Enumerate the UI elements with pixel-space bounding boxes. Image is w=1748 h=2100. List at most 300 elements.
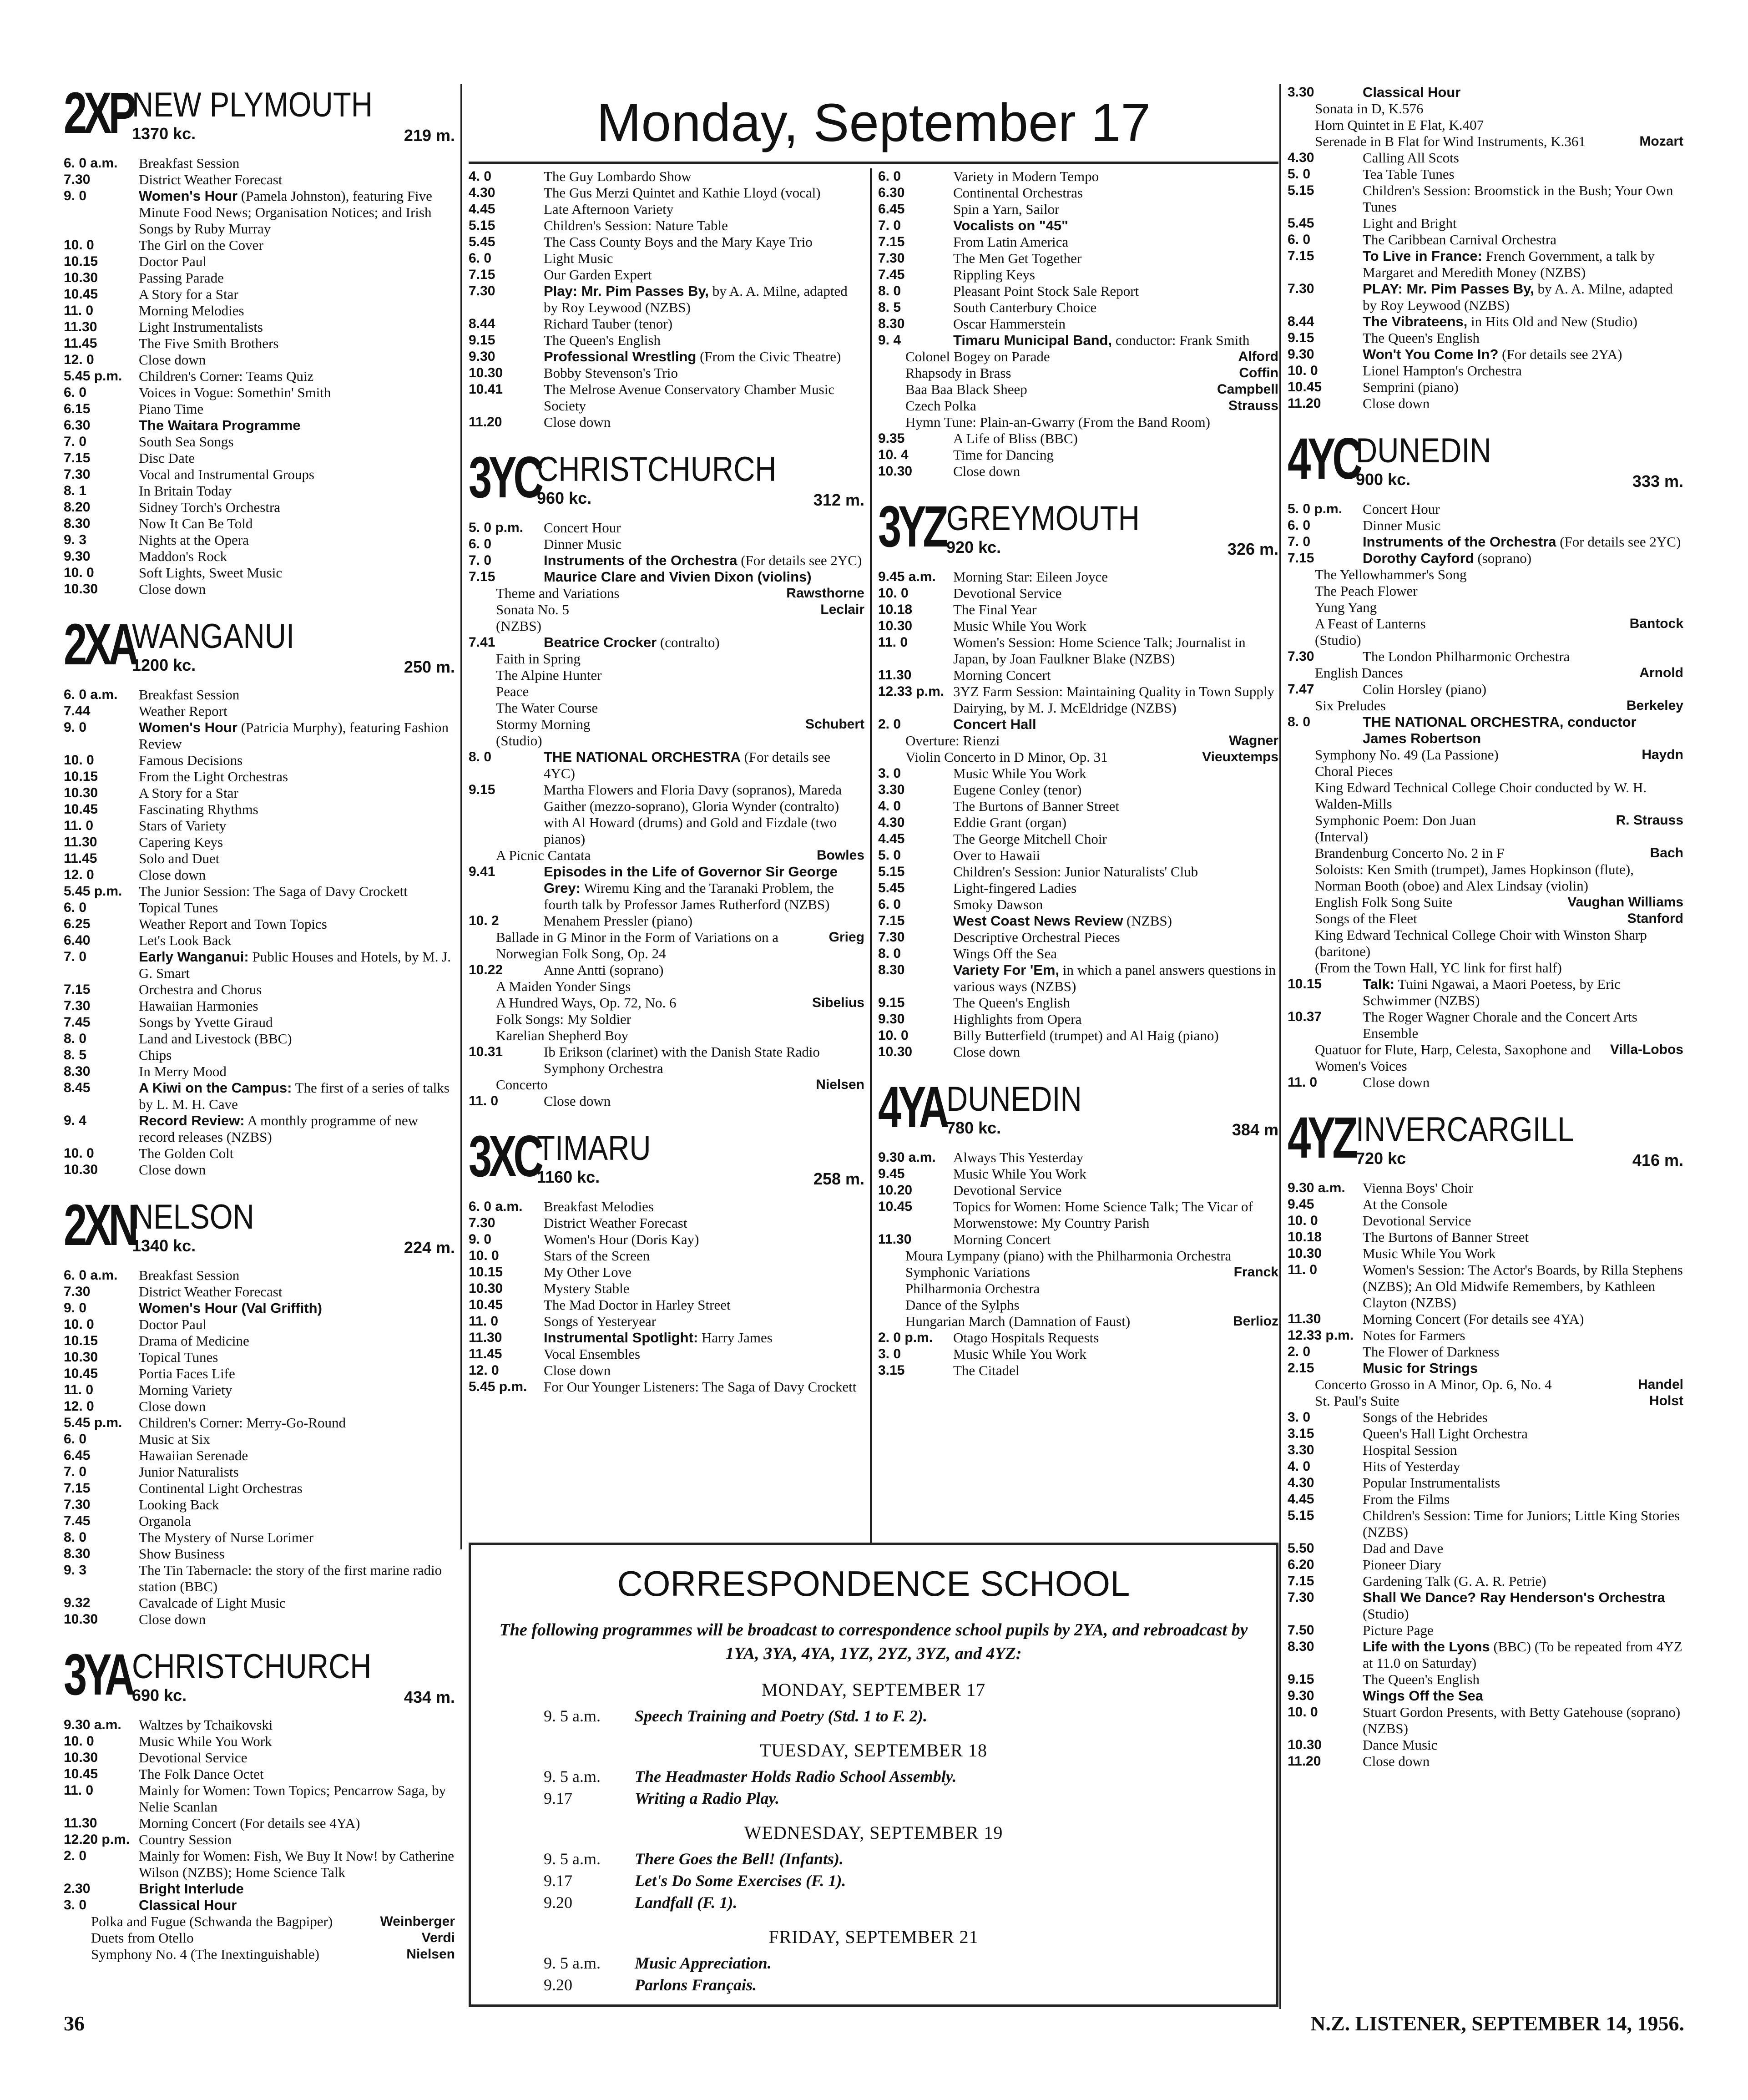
subitem-title: The Water Course (496, 700, 598, 716)
programme-time: 7.47 (1288, 682, 1314, 697)
programme-subitem (1288, 698, 1683, 714)
programme-description (139, 1080, 455, 1113)
programme-text: Continental Light Orchestras (139, 1480, 303, 1496)
programme-subitem (1288, 845, 1683, 861)
programme-row (1288, 395, 1683, 412)
programme-row (878, 1199, 1278, 1231)
programme-description (139, 352, 455, 368)
programme-subitem (1288, 583, 1683, 599)
programme-description (139, 1145, 455, 1162)
programme-time: 9.15 (878, 995, 905, 1010)
programme-row (64, 1733, 455, 1750)
programme-subitem (469, 683, 864, 700)
programme-text: Continental Orchestras (953, 185, 1083, 201)
programme-subitem (64, 1930, 455, 1946)
programme-text: Children's Corner: Merry-Go-Round (139, 1415, 346, 1431)
programme-text: Songs by Yvette Giraud (139, 1014, 273, 1030)
programme-text: Stars of the Screen (544, 1248, 650, 1264)
correspondence-time: 9. 5 a.m. (544, 1767, 601, 1786)
subitem-title: Peace (496, 683, 529, 699)
subitem-title: The Yellowhammer's Song (1315, 567, 1467, 582)
programme-description (953, 602, 1278, 618)
programme-time: 5.45 p.m. (64, 1415, 122, 1430)
programme-highlight: Won't You Come In? (1363, 346, 1499, 362)
programme-time: 5.45 (469, 234, 495, 249)
programme-row (469, 1313, 864, 1330)
column-2 (469, 168, 864, 1413)
programme-description (1363, 1344, 1683, 1360)
programme-text: Cavalcade of Light Music (139, 1595, 286, 1611)
programme-time: 9.15 (469, 782, 495, 797)
programme-time: 6. 0 a.m. (64, 156, 118, 171)
correspondence-time: 9.17 (544, 1789, 572, 1807)
programme-row (1288, 314, 1683, 330)
programme-time: 8.44 (469, 316, 495, 331)
programme-time: 10. 0 (64, 1146, 94, 1161)
programme-time: 8. 0 (64, 1031, 87, 1046)
programme-description (139, 1113, 455, 1145)
programme-highlight: THE NATIONAL ORCHESTRA, conductor James Robertson (1363, 714, 1637, 746)
programme-time: 9.30 (1288, 347, 1314, 362)
programme-description (1363, 379, 1683, 395)
programme-text: The first of a series of talks by L. M. H. Cave (139, 1080, 450, 1112)
subitem-title: Czech Polka (905, 398, 976, 414)
subitem-title: Theme and Variations (496, 585, 620, 601)
programme-text: Wings Off the Sea (953, 946, 1057, 961)
programme-time: 9.45 (878, 1166, 905, 1181)
programme-text: Topics for Women: Home Science Talk; The Vicar of Morwenstowe: My Country Parish (953, 1199, 1253, 1231)
programme-description (953, 618, 1278, 634)
programme-description (1363, 1074, 1683, 1091)
programme-text: Morning Concert (953, 667, 1051, 683)
programme-description (139, 1546, 455, 1562)
programme-description (139, 1300, 455, 1316)
programme-text: Music While You Work (139, 1733, 272, 1749)
programme-text: Pleasant Point Stock Sale Report (953, 283, 1139, 299)
programme-text: Close down (1363, 1074, 1430, 1090)
programme-description (544, 1231, 864, 1248)
programme-description (953, 1011, 1278, 1027)
programme-text: Devotional Service (953, 585, 1062, 601)
subitem-composer: Wagner (1229, 733, 1278, 748)
programme-text: South Sea Songs (139, 434, 234, 450)
programme-description (1363, 281, 1683, 314)
programme-row (878, 569, 1278, 585)
correspondence-time: 9.17 (544, 1872, 572, 1890)
programme-description (139, 900, 455, 916)
programme-subitem (1288, 632, 1683, 648)
programme-time: 7.50 (1288, 1623, 1314, 1638)
programme-subitem (1288, 812, 1683, 829)
programme-row (64, 769, 455, 785)
subitem-composer: Campbell (1217, 382, 1278, 397)
programme-subitem (1288, 747, 1683, 763)
programme-description (544, 1199, 864, 1215)
programme-description (953, 168, 1278, 185)
programme-subitem (878, 414, 1278, 430)
programme-description (953, 864, 1278, 880)
programme-description (544, 1362, 864, 1379)
programme-time: 9.41 (469, 864, 495, 879)
programme-text: Popular Instrumentalists (1363, 1475, 1500, 1491)
programme-text: From Latin America (953, 234, 1069, 250)
subitem-title: Duets from Otello (91, 1930, 194, 1946)
programme-row (469, 569, 864, 585)
programme-subitem (1288, 665, 1683, 681)
programme-description (544, 1044, 864, 1077)
station-block (64, 1193, 455, 1628)
programme-text: The Citadel (953, 1362, 1020, 1378)
programme-time: 2.15 (1288, 1361, 1314, 1376)
programme-description (1363, 1180, 1683, 1196)
programme-description (139, 466, 455, 483)
programme-text: Vocal Ensembles (544, 1346, 641, 1362)
programme-description (544, 365, 864, 381)
programme-description (544, 520, 864, 536)
programme-row (878, 201, 1278, 218)
programme-row (878, 929, 1278, 946)
programme-row (64, 434, 455, 450)
programme-subitem (469, 618, 864, 634)
programme-time: 10.31 (469, 1044, 503, 1059)
programme-text: Vienna Boys' Choir (1363, 1180, 1474, 1196)
programme-text: Otago Hospitals Requests (953, 1330, 1099, 1346)
programme-description (953, 201, 1278, 218)
programme-row (878, 815, 1278, 831)
programme-description (544, 782, 864, 847)
programme-time: 9.30 a.m. (1288, 1180, 1345, 1195)
programme-time: 9. 0 (64, 188, 87, 203)
programme-description (1363, 1622, 1683, 1639)
programme-description (953, 1330, 1278, 1346)
programme-row (64, 1611, 455, 1628)
programme-row (64, 801, 455, 818)
programme-time: 6. 0 (1288, 232, 1311, 247)
programme-text: Light-fingered Ladies (953, 880, 1077, 896)
correspondence-intro: The following programmes will be broadcast to correspondence school pupils by 2YA, and rebroadcast by 1YA, 3YA, 4YA, 1YZ, 2YZ, 3YZ, and 4YZ: (499, 1620, 1248, 1663)
station-header (1288, 426, 1683, 498)
programme-time: 6.25 (64, 916, 91, 931)
programme-time: 9.30 (469, 349, 495, 364)
programme-text: District Weather Forecast (139, 1284, 283, 1300)
column-3 (878, 168, 1278, 1397)
programme-description (544, 749, 864, 782)
programme-row (878, 798, 1278, 815)
subitem-title: Brandenburg Concerto No. 2 in F (1315, 845, 1505, 861)
programme-text: Now It Can Be Told (139, 516, 253, 531)
programme-description (1363, 346, 1683, 363)
programme-description (953, 1199, 1278, 1231)
programme-row (64, 785, 455, 801)
programme-time: 10.15 (64, 254, 98, 269)
programme-row (1288, 534, 1683, 550)
subitem-title: A Feast of Lanterns (1315, 616, 1426, 632)
programme-description (1363, 1426, 1683, 1442)
programme-text: Calling All Scots (1363, 150, 1459, 166)
programme-description (1363, 1491, 1683, 1508)
programme-text: (For details see 2YC) (1560, 534, 1681, 550)
programme-text: Let's Look Back (139, 932, 232, 948)
programme-text: Country Session (139, 1832, 232, 1847)
programme-description (139, 1881, 455, 1897)
programme-time: 10. 0 (64, 1734, 94, 1749)
programme-row (64, 1316, 455, 1333)
programme-row (64, 155, 455, 172)
programme-description (544, 332, 864, 349)
correspondence-lesson: Let's Do Some Exercises (F. 1). (635, 1872, 846, 1890)
programme-row (1288, 1639, 1683, 1671)
programme-description (1363, 395, 1683, 412)
programme-time: 4.30 (1288, 1475, 1314, 1490)
programme-text: Breakfast Melodies (544, 1199, 654, 1214)
programme-text: conductor: Frank Smith (1115, 332, 1250, 348)
subitem-title: Sonata No. 5 (496, 602, 570, 617)
programme-time: 9. 3 (64, 532, 87, 547)
programme-description (139, 1733, 455, 1750)
programme-text: Close down (544, 1093, 611, 1109)
programme-text: Land and Livestock (BBC) (139, 1031, 292, 1047)
programme-time: 5. 0 p.m. (469, 520, 524, 535)
programme-text: Devotional Service (139, 1750, 248, 1766)
programme-subitem (469, 700, 864, 716)
station-frequency: 690 kc. (132, 1686, 187, 1705)
programme-time: 10.30 (64, 270, 98, 285)
programme-text: in Hits Old and New (Studio) (1471, 314, 1637, 329)
programme-subitem (1288, 616, 1683, 632)
station-wavelength: 250 m. (404, 658, 455, 676)
programme-subitem (1288, 599, 1683, 616)
subitem-title: A Maiden Yonder Sings (496, 978, 631, 994)
programme-text: My Other Love (544, 1264, 632, 1280)
programme-description (544, 1346, 864, 1362)
programme-text: A Life of Bliss (BBC) (953, 430, 1078, 446)
programme-time: 12.33 p.m. (878, 684, 945, 699)
subitem-title: Six Preludes (1315, 698, 1386, 713)
correspondence-row (489, 1787, 1258, 1809)
programme-subitem (1288, 861, 1683, 894)
programme-description (139, 1431, 455, 1447)
programme-text: Looking Back (139, 1497, 219, 1513)
programme-row (878, 1044, 1278, 1060)
programme-description (139, 932, 455, 949)
programme-row (469, 250, 864, 267)
programme-row (64, 319, 455, 335)
programme-row (64, 303, 455, 319)
programme-row (64, 1349, 455, 1366)
programme-description (1363, 681, 1683, 698)
programme-text: Our Garden Expert (544, 267, 652, 283)
programme-row (469, 1231, 864, 1248)
programme-time: 11. 0 (64, 818, 94, 833)
column-divider (460, 84, 462, 1549)
programme-row (878, 765, 1278, 782)
programme-text: (From the Civic Theatre) (700, 349, 841, 364)
programme-description (1363, 1245, 1683, 1262)
programme-text: South Canterbury Choice (953, 299, 1097, 315)
programme-description (1363, 1196, 1683, 1213)
programme-row (64, 581, 455, 597)
programme-subitem (1288, 1376, 1683, 1393)
programme-highlight: Women's Hour (Val Griffith) (139, 1300, 322, 1316)
programme-time: 6. 0 (64, 385, 87, 400)
programme-row (64, 1300, 455, 1316)
programme-text: Mainly for Women: Town Topics; Pencarrow Saga, by Nelie Scanlan (139, 1782, 446, 1815)
programme-description (139, 1815, 455, 1832)
programme-text: Breakfast Session (139, 155, 240, 171)
programme-description (139, 172, 455, 188)
programme-time: 6.45 (64, 1448, 91, 1463)
programme-row (878, 234, 1278, 250)
programme-time: 10.30 (64, 1750, 98, 1765)
programme-time: 11.20 (1288, 396, 1321, 411)
programme-row (1288, 681, 1683, 698)
programme-text: (BBC) (To be repeated from 4YZ at 11.0 on Saturday) (1363, 1639, 1682, 1671)
programme-time: 11. 0 (1288, 1075, 1318, 1090)
programme-text: Music While You Work (953, 618, 1086, 634)
programme-text: (Patricia Murphy), featuring Fashion Review (139, 719, 449, 752)
programme-description (139, 1267, 455, 1284)
programme-description (139, 1832, 455, 1848)
programme-text: Voices in Vogue: Somethin' Smith (139, 385, 331, 400)
programme-description (953, 929, 1278, 946)
programme-row (878, 283, 1278, 299)
programme-row (64, 286, 455, 303)
programme-row (469, 1379, 864, 1395)
subitem-title: Faith in Spring (496, 651, 581, 667)
programme-time: 8.44 (1288, 314, 1314, 329)
programme-description (953, 634, 1278, 667)
programme-description (953, 332, 1278, 349)
programme-time: 7.15 (64, 450, 91, 466)
programme-time: 5.15 (1288, 183, 1314, 198)
programme-text: The Caribbean Carnival Orchestra (1363, 232, 1557, 248)
programme-description (544, 349, 864, 365)
programme-description (953, 569, 1278, 585)
programme-description (1363, 1262, 1683, 1311)
subitem-title: Soloists: Ken Smith (trumpet), James Hopkinson (flute), Norman Booth (oboe) and Alex Lindsay (violin) (1315, 861, 1634, 894)
subitem-title: English Folk Song Suite (1315, 894, 1453, 910)
programme-time: 7.44 (64, 703, 91, 719)
programme-text: (For details see 2YC) (741, 552, 862, 568)
subitem-composer: Vaughan Williams (1567, 895, 1683, 910)
programme-description (139, 483, 455, 499)
programme-highlight: THE NATIONAL ORCHESTRA (544, 749, 741, 765)
programme-time: 4.30 (878, 815, 905, 830)
programme-text: The George Mitchell Choir (953, 831, 1107, 847)
programme-description (544, 1248, 864, 1264)
programme-time: 7. 0 (64, 949, 87, 964)
programme-text: by A. A. Milne, adapted by Roy Leywood (NZBS) (544, 283, 848, 315)
programme-row (469, 1280, 864, 1297)
programme-time: 9.15 (469, 333, 495, 348)
programme-time: 8. 0 (878, 283, 901, 299)
correspondence-row (489, 1952, 1258, 1974)
programme-description (1363, 1688, 1683, 1704)
programme-text: The Junior Session: The Saga of Davy Crockett (139, 883, 408, 899)
programme-row (1288, 1229, 1683, 1245)
programme-highlight: To Live in France: (1363, 248, 1482, 264)
programme-text: Piano Time (139, 401, 204, 417)
programme-highlight: Talk: (1363, 976, 1395, 992)
programme-time: 10.30 (64, 1350, 98, 1365)
programme-text: Light Music (544, 250, 613, 266)
programme-text: Songs of Yesteryear (544, 1313, 657, 1329)
programme-text: The Queen's English (953, 995, 1070, 1011)
programme-text: Music While You Work (953, 1166, 1086, 1182)
subitem-composer: Strauss (1228, 398, 1278, 413)
programme-description (139, 532, 455, 548)
programme-text: Stars of Variety (139, 818, 227, 834)
programme-text: Gardening Talk (G. A. R. Petrie) (1363, 1573, 1546, 1589)
programme-description (1363, 1737, 1683, 1753)
programme-description (139, 769, 455, 785)
programme-time: 12. 0 (64, 352, 94, 367)
programme-time: 7.30 (469, 1215, 495, 1230)
programme-row (878, 1027, 1278, 1044)
programme-row (878, 864, 1278, 880)
programme-row (469, 414, 864, 430)
programme-text: Harry James (702, 1330, 773, 1346)
programme-text: Concert Hour (544, 520, 621, 536)
station-header (1288, 1105, 1683, 1177)
subitem-title: (Interval) (1315, 829, 1369, 845)
subitem-composer: Leclair (820, 602, 864, 617)
programme-description (953, 1149, 1278, 1166)
programme-text: The Roger Wagner Chorale and the Concert Arts Ensemble (1363, 1009, 1637, 1041)
station-call-sign: 3YZ (878, 494, 945, 559)
programme-time: 6. 0 (469, 251, 492, 266)
programme-highlight: Bright Interlude (139, 1881, 244, 1897)
programme-row (878, 1011, 1278, 1027)
station-wavelength: 326 m. (1227, 540, 1278, 558)
programme-highlight: Maurice Clare and Vivien Dixon (violins) (544, 569, 812, 585)
programme-time: 8.30 (64, 1064, 91, 1079)
programme-description (1363, 1311, 1683, 1327)
programme-time: 12.20 p.m. (64, 1832, 130, 1847)
programme-time: 10.41 (469, 382, 503, 397)
programme-row (64, 867, 455, 883)
programme-description (139, 834, 455, 850)
station-wavelength: 219 m. (404, 126, 455, 145)
correspondence-row (489, 1766, 1258, 1787)
programme-text: Portia Faces Life (139, 1366, 235, 1381)
programme-row (1288, 1704, 1683, 1737)
programme-time: 5. 0 p.m. (1288, 501, 1343, 516)
programme-description (139, 752, 455, 769)
programme-time: 7.30 (64, 1497, 91, 1512)
programme-time: 8. 5 (878, 300, 901, 315)
programme-row (1288, 1491, 1683, 1508)
programme-description (139, 1014, 455, 1031)
programme-time: 2. 0 p.m. (878, 1330, 933, 1345)
programme-time: 9.35 (878, 431, 905, 446)
programme-time: 9.15 (1288, 1672, 1314, 1687)
correspondence-school-box (469, 1543, 1278, 2007)
programme-description (1363, 976, 1683, 1009)
programme-text: Morning Concert (For details see 4YA) (139, 1815, 360, 1831)
programme-row (64, 466, 455, 483)
programme-description (544, 552, 864, 569)
programme-time: 3.30 (1288, 1442, 1314, 1457)
programme-time: 7.30 (469, 283, 495, 299)
programme-text: Disc Date (139, 450, 195, 466)
programme-time: 7.45 (64, 1015, 91, 1030)
programme-row (64, 1513, 455, 1529)
station-wavelength: 224 m. (404, 1238, 455, 1257)
programme-description (139, 1031, 455, 1047)
programme-row (878, 602, 1278, 618)
programme-time: 10. 0 (469, 1248, 499, 1263)
